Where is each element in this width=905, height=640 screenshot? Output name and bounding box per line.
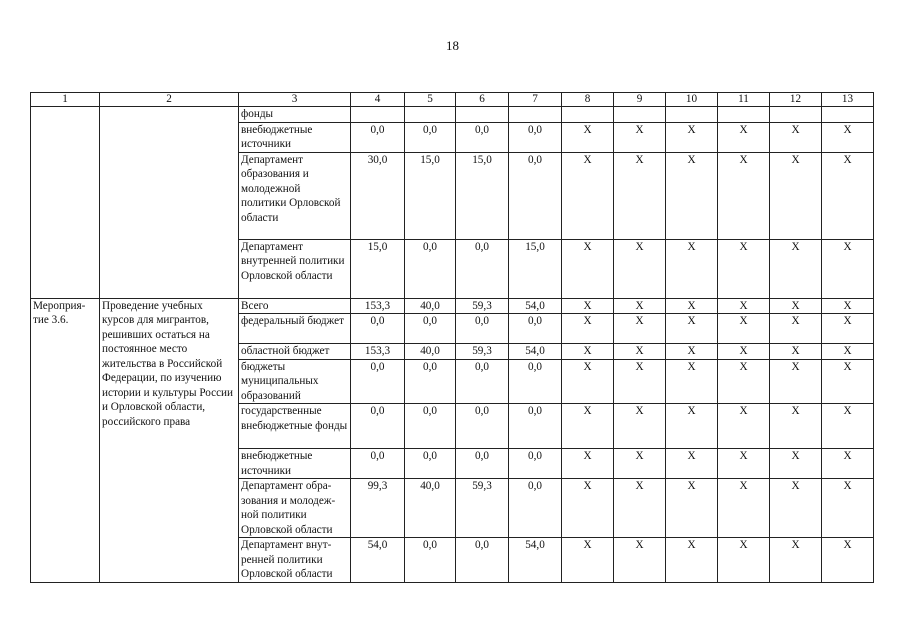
value-cell: 0,0 xyxy=(351,404,405,449)
value-cell: 54,0 xyxy=(351,538,405,583)
header-cell: 4 xyxy=(351,93,405,107)
value-cell: 0,0 xyxy=(456,314,509,344)
header-cell: 12 xyxy=(770,93,822,107)
value-cell: 0,0 xyxy=(456,239,509,298)
header-cell: 13 xyxy=(822,93,874,107)
x-mark: X xyxy=(718,344,770,360)
x-mark: X xyxy=(614,359,666,404)
value-cell: 0,0 xyxy=(351,122,405,152)
x-mark: X xyxy=(822,404,874,449)
x-mark: X xyxy=(614,538,666,583)
header-row xyxy=(31,93,874,107)
value-cell: 54,0 xyxy=(509,538,562,583)
funding-source: федеральный бюджет xyxy=(239,314,351,344)
funding-source: фонды xyxy=(239,107,351,123)
value-cell: 0,0 xyxy=(509,152,562,239)
measure-name-cell xyxy=(100,107,239,299)
x-mark: X xyxy=(562,479,614,538)
x-mark: X xyxy=(822,449,874,479)
measure-code: Мероприя-тие 3.6. xyxy=(31,298,100,582)
value-cell: 0,0 xyxy=(456,359,509,404)
x-mark: X xyxy=(562,538,614,583)
value-cell: 0,0 xyxy=(405,239,456,298)
header-cell: 1 xyxy=(31,93,100,107)
x-mark: X xyxy=(822,298,874,314)
value-cell: 15,0 xyxy=(509,239,562,298)
x-mark: X xyxy=(822,538,874,583)
value-cell: 30,0 xyxy=(351,152,405,239)
value-cell xyxy=(351,107,405,123)
x-mark: X xyxy=(770,298,822,314)
x-mark: X xyxy=(770,314,822,344)
value-cell: 40,0 xyxy=(405,479,456,538)
funding-source: Департамент внут-ренней политики Орловской области xyxy=(239,538,351,583)
header-cell: 11 xyxy=(718,93,770,107)
x-mark: X xyxy=(770,152,822,239)
value-cell: 59,3 xyxy=(456,344,509,360)
x-mark: X xyxy=(562,239,614,298)
value-cell: 0,0 xyxy=(405,314,456,344)
x-mark: X xyxy=(770,538,822,583)
x-mark: X xyxy=(718,239,770,298)
value-cell: 15,0 xyxy=(405,152,456,239)
x-mark: X xyxy=(770,479,822,538)
value-cell: 0,0 xyxy=(456,404,509,449)
x-mark: X xyxy=(822,314,874,344)
header-cell: 8 xyxy=(562,93,614,107)
value-cell: 99,3 xyxy=(351,479,405,538)
x-mark: X xyxy=(718,404,770,449)
x-mark xyxy=(562,107,614,123)
x-mark: X xyxy=(770,404,822,449)
x-mark: X xyxy=(822,239,874,298)
x-mark xyxy=(614,107,666,123)
header-cell: 5 xyxy=(405,93,456,107)
value-cell: 40,0 xyxy=(405,298,456,314)
x-mark: X xyxy=(614,344,666,360)
x-mark: X xyxy=(718,314,770,344)
header-cell: 3 xyxy=(239,93,351,107)
value-cell xyxy=(405,107,456,123)
x-mark: X xyxy=(718,122,770,152)
x-mark: X xyxy=(822,479,874,538)
x-mark: X xyxy=(562,298,614,314)
x-mark: X xyxy=(562,122,614,152)
value-cell: 0,0 xyxy=(509,449,562,479)
page-number: 18 xyxy=(446,38,459,53)
value-cell: 15,0 xyxy=(351,239,405,298)
header-cell: 9 xyxy=(614,93,666,107)
value-cell: 0,0 xyxy=(456,449,509,479)
funding-source: государственные внебюджетные фонды xyxy=(239,404,351,449)
funding-source: бюджеты муниципальных образований xyxy=(239,359,351,404)
value-cell: 15,0 xyxy=(456,152,509,239)
value-cell: 0,0 xyxy=(405,449,456,479)
measure-code-cell xyxy=(31,107,100,299)
value-cell: 0,0 xyxy=(509,404,562,449)
funding-source: областной бюджет xyxy=(239,344,351,360)
value-cell: 0,0 xyxy=(509,314,562,344)
value-cell xyxy=(509,107,562,123)
x-mark: X xyxy=(614,404,666,449)
value-cell xyxy=(456,107,509,123)
x-mark: X xyxy=(718,449,770,479)
x-mark: X xyxy=(666,152,718,239)
funding-source: внебюджетные источники xyxy=(239,449,351,479)
x-mark: X xyxy=(770,122,822,152)
header-cell: 10 xyxy=(666,93,718,107)
value-cell: 54,0 xyxy=(509,344,562,360)
x-mark xyxy=(822,107,874,123)
value-cell: 0,0 xyxy=(405,538,456,583)
x-mark: X xyxy=(718,298,770,314)
x-mark: X xyxy=(562,152,614,239)
value-cell: 0,0 xyxy=(509,122,562,152)
x-mark: X xyxy=(614,298,666,314)
budget-table xyxy=(30,92,874,583)
x-mark xyxy=(666,107,718,123)
funding-source: Всего xyxy=(239,298,351,314)
value-cell: 0,0 xyxy=(351,449,405,479)
x-mark xyxy=(770,107,822,123)
value-cell: 0,0 xyxy=(405,404,456,449)
table-row xyxy=(31,298,874,314)
x-mark: X xyxy=(718,359,770,404)
x-mark: X xyxy=(666,449,718,479)
funding-source: Департамент образования и молодежной политики Орловской области xyxy=(239,152,351,239)
x-mark: X xyxy=(666,344,718,360)
value-cell: 0,0 xyxy=(351,359,405,404)
x-mark: X xyxy=(614,122,666,152)
x-mark: X xyxy=(770,344,822,360)
x-mark xyxy=(718,107,770,123)
x-mark: X xyxy=(562,314,614,344)
value-cell: 0,0 xyxy=(456,122,509,152)
header-cell: 2 xyxy=(100,93,239,107)
funding-source: Департамент обра-зования и молодеж-ной политики Орловской области xyxy=(239,479,351,538)
value-cell: 0,0 xyxy=(509,359,562,404)
value-cell: 0,0 xyxy=(509,479,562,538)
x-mark: X xyxy=(822,152,874,239)
value-cell: 153,3 xyxy=(351,344,405,360)
x-mark: X xyxy=(614,449,666,479)
measure-name: Проведение учебных курсов для мигрантов, решивших остаться на постоянное место жительства в Российской Федерации, по изучению истории и культуры России и Орловской области, российского права xyxy=(100,298,239,582)
x-mark: X xyxy=(562,344,614,360)
x-mark: X xyxy=(718,479,770,538)
value-cell: 59,3 xyxy=(456,479,509,538)
x-mark: X xyxy=(614,479,666,538)
header-cell: 7 xyxy=(509,93,562,107)
value-cell: 59,3 xyxy=(456,298,509,314)
x-mark: X xyxy=(666,122,718,152)
x-mark: X xyxy=(666,538,718,583)
x-mark: X xyxy=(614,152,666,239)
x-mark: X xyxy=(614,314,666,344)
x-mark: X xyxy=(666,239,718,298)
value-cell: 40,0 xyxy=(405,344,456,360)
funding-source: Департамент внутренней политики Орловской области xyxy=(239,239,351,298)
x-mark: X xyxy=(614,239,666,298)
x-mark: X xyxy=(770,239,822,298)
x-mark: X xyxy=(718,152,770,239)
value-cell: 0,0 xyxy=(456,538,509,583)
x-mark: X xyxy=(666,479,718,538)
x-mark: X xyxy=(770,449,822,479)
x-mark: X xyxy=(666,359,718,404)
table-row xyxy=(31,107,874,123)
x-mark: X xyxy=(666,404,718,449)
header-cell: 6 xyxy=(456,93,509,107)
value-cell: 0,0 xyxy=(351,314,405,344)
x-mark: X xyxy=(822,344,874,360)
value-cell: 0,0 xyxy=(405,122,456,152)
x-mark: X xyxy=(666,298,718,314)
x-mark: X xyxy=(822,122,874,152)
value-cell: 0,0 xyxy=(405,359,456,404)
x-mark: X xyxy=(770,359,822,404)
value-cell: 153,3 xyxy=(351,298,405,314)
value-cell: 54,0 xyxy=(509,298,562,314)
x-mark: X xyxy=(822,359,874,404)
x-mark: X xyxy=(718,538,770,583)
x-mark: X xyxy=(666,314,718,344)
x-mark: X xyxy=(562,404,614,449)
x-mark: X xyxy=(562,449,614,479)
x-mark: X xyxy=(562,359,614,404)
funding-source: внебюджетные источники xyxy=(239,122,351,152)
